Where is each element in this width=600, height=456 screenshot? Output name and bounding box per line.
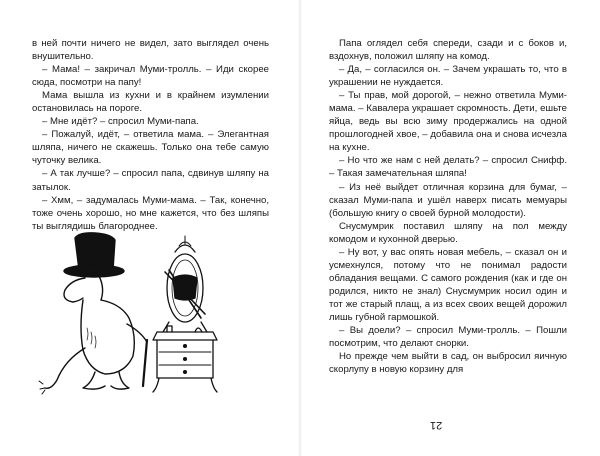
paragraph: – Ты прав, мой дорогой, – нежно ответила Муми-мама. – Кавалера украшает скромность. Дети, ешьте яйца, ведь вы всю зиму продержались на одной прошлогодней хвое, – добавила она и снова исчезла на кухне. [329, 90, 567, 154]
paragraph: в ней почти ничего не видел, зато выглядел очень внушительно. [32, 38, 269, 63]
paragraph: – Ну вот, у вас опять новая мебель, – сказал он и усмехнулся, потому что не понимал радости обладания вещами. С самого рождения (как и где он родился, никто не знал) Снусмумрик носил один и тот же старый плащ, а из всех своих вещей дорожил лишь губной гармошкой. [329, 246, 567, 323]
paragraph: Снусмумрик поставил шляпу на пол между комодом и кухонной дверью. [329, 220, 567, 245]
paragraph: – Мне идёт? – спросил Муми-папа. [42, 116, 199, 128]
paragraph: – Да, – согласился он. – Зачем украшать то, что в украшении не нуждается. [329, 64, 567, 89]
paragraph: – Пожалуй, идёт, – ответила мама. – Элегантная шляпа, ничего не скажешь. Только она тебе самую чуточку велика. [32, 129, 269, 167]
moomin-illustration [35, 228, 235, 408]
paragraph: – Но что же нам с ней делать? – спросил Снифф. – Такая замечательная шляпа! [329, 155, 567, 180]
paragraph: Но прежде чем выйти в сад, он выбросил яичную скорлупу в новую корзину для [329, 351, 567, 376]
paragraph: – Вы доели? – спросил Муми-тролль. – Пошли посмотрим, что делают снорки. [329, 325, 567, 350]
page-number: 21 [430, 419, 443, 431]
paragraph: – Хмм, – задумалась Муми-мама. – Так, конечно, тоже очень хорошо, но мне кажется, что без шляпы ты выглядишь благороднее. [32, 194, 269, 232]
dresser-with-mirror [153, 236, 217, 392]
right-page-text [329, 37, 567, 376]
paragraph: – Из неё выйдет отличная корзина для бумаг, – сказал Муми-папа и ушёл наверх писать мемуары (большую книгу о своей бурной молодости). [329, 181, 567, 219]
right-page [300, 0, 600, 456]
paragraph: – Мама! – закричал Муми-тролль. – Иди скорее сюда, посмотри на папу! [32, 64, 269, 89]
paragraph: Папа оглядел себя спереди, сзади и с боков и, вздохнув, положил шляпу на комод. [329, 38, 567, 63]
paragraph: – А так лучше? – спросил папа, сдвинув шляпу на затылок. [32, 168, 269, 193]
paragraph: Мама вышла из кухни и в крайнем изумлении остановилась на пороге. [32, 90, 269, 115]
moomin-papa-figure [39, 233, 147, 394]
left-page-text [32, 37, 269, 233]
